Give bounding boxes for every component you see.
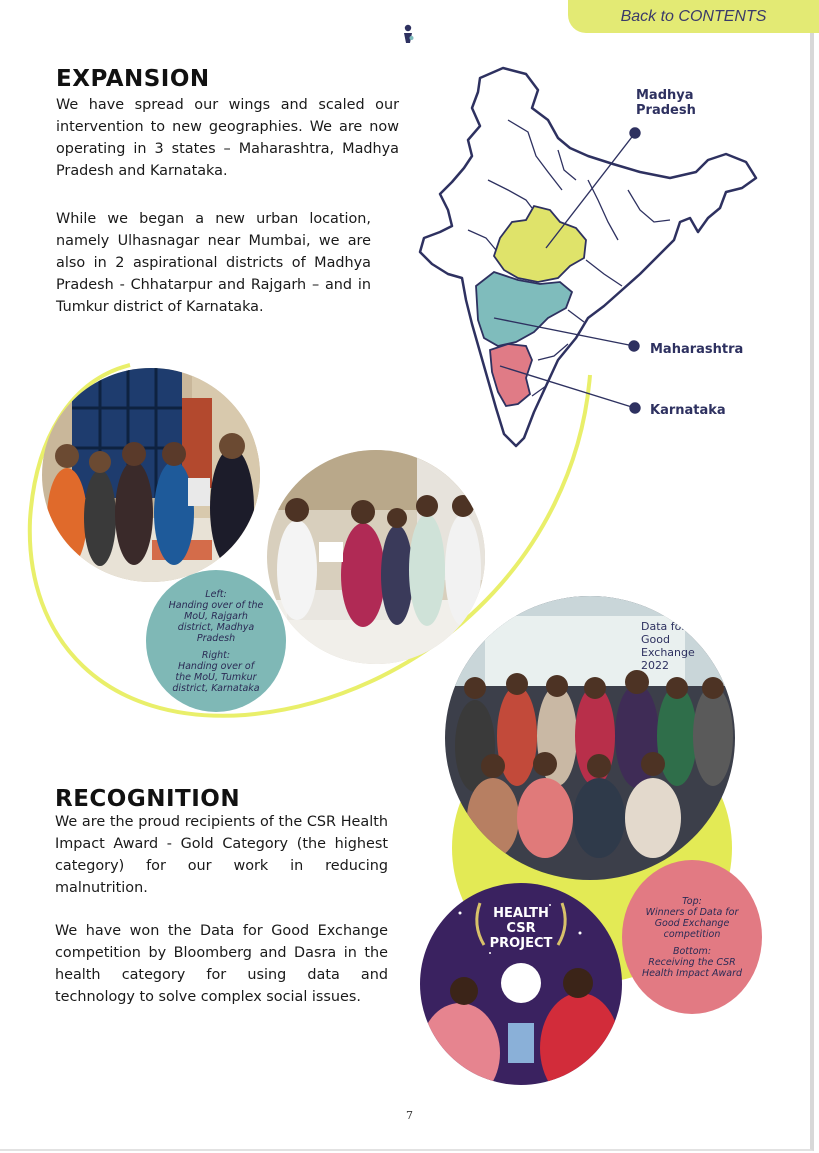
map-label-madhya-pradesh: Madhya Pradesh [636, 88, 696, 118]
caption-awards-bubble [622, 860, 762, 1014]
expansion-heading: EXPANSION [56, 66, 210, 92]
map-label-maharashtra: Maharashtra [650, 342, 744, 357]
india-map [408, 60, 768, 460]
banner-line-2: Good [641, 633, 670, 646]
recognition-paragraph-2: We have won the Data for Good Exchange competition by Bloomberg and Dasra in the health category for using data and technology to solve complex social issues. [55, 923, 388, 1005]
award-text-line-2: CSR [506, 921, 536, 936]
recognition-paragraph-1: We are the proud recipients of the CSR Health Impact Award - Gold Category (the highest category) for our work in reducing malnutrition. [55, 814, 388, 896]
map-label-karnataka: Karnataka [650, 403, 726, 418]
caption-left-title: Left: [205, 588, 227, 600]
expansion-paragraph-2: While we began a new urban location, namely Ulhasnagar near Mumbai, we are also in 2 aspirational districts of Madhya Pradesh - Chhatarpur and Rajgarh – and in Tumkur district of Karnataka. [56, 211, 371, 315]
banner-line-3: Exchange [641, 646, 695, 659]
award-text-line-1: HEALTH [493, 906, 549, 921]
award-text-line-3: PROJECT [489, 936, 553, 951]
caption-left-text: Handing over of the MoU, Rajgarh district, Madhya Pradesh [168, 599, 264, 644]
recognition-heading: RECOGNITION [55, 786, 241, 812]
banner-line-1: Data for [641, 620, 686, 633]
photo-data-for-good-winners [445, 596, 735, 880]
india-map-drawing [408, 60, 768, 460]
caption-top-title: Top: [682, 895, 702, 907]
expansion-paragraph-1: We have spread our wings and scaled our intervention to new geographies. We are now operating in 3 states – Maharashtra, Madhya Pradesh and Karnataka. [56, 97, 399, 179]
banner-line-4: 2022 [641, 659, 669, 672]
photo-mou-tumkur [267, 450, 485, 664]
page-number: 7 [406, 1109, 413, 1122]
caption-top-text: Winners of Data for Good Exchange competition [645, 906, 739, 940]
caption-bottom-text: Receiving the CSR Health Impact Award [641, 956, 743, 979]
caption-right-title: Right: [201, 649, 231, 661]
caption-bottom-title: Bottom: [672, 945, 712, 957]
caption-right-text: Handing over of the MoU, Tumkur district, Karnataka [172, 660, 260, 694]
photo-csr-health-award [420, 883, 622, 1085]
caption-mou-bubble [146, 570, 286, 712]
back-to-contents-label: Back to CONTENTS [620, 7, 767, 25]
photo-mou-rajgarh [42, 368, 260, 582]
